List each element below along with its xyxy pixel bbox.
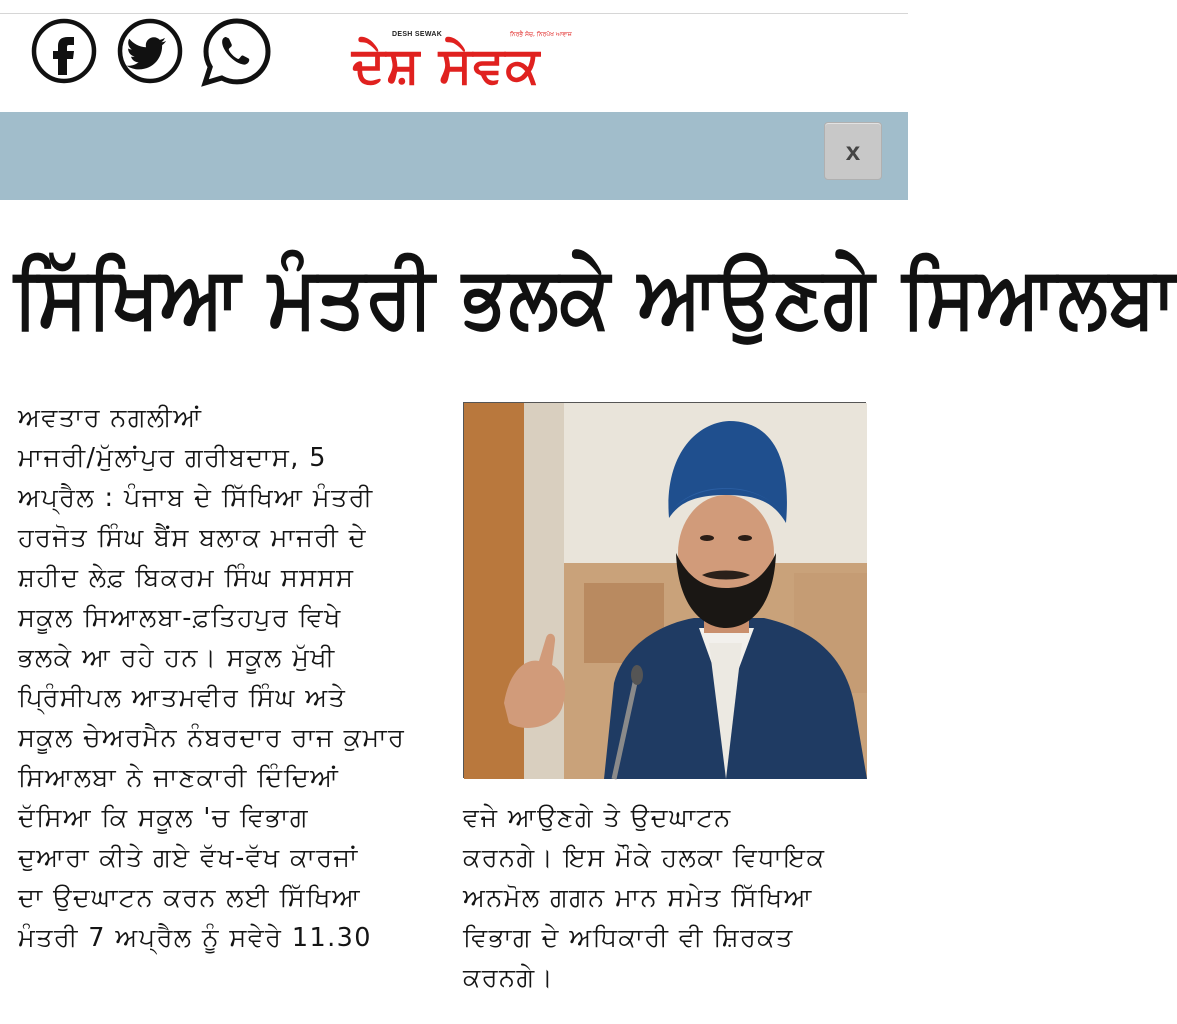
article-line: ਮੰਤਰੀ 7 ਅਪ੍ਰੈਲ ਨੂੰ ਸਵੇਰੇ 11.30 — [18, 923, 372, 953]
whatsapp-share-button[interactable] — [198, 13, 276, 91]
logo-title: ਦੇਸ਼ ਸੇਵਕ — [352, 36, 541, 94]
minister-portrait-image — [464, 403, 867, 779]
logo-english-text: DESH SEWAK — [392, 31, 443, 38]
article-line: ਪ੍ਰਿੰਸੀਪਲ ਆਤਮਵੀਰ ਸਿੰਘ ਅਤੇ — [18, 683, 347, 713]
article-column-right — [463, 798, 883, 998]
article-photo — [463, 402, 866, 778]
close-button[interactable]: x — [824, 122, 882, 180]
article-line: ਅਨਮੋਲ ਗਗਨ ਮਾਨ ਸਮੇਤ ਸਿੱਖਿਆ — [463, 883, 813, 913]
article-line: ਸਿਆਲਬਾ ਨੇ ਜਾਣਕਾਰੀ ਦਿੰਦਿਆਂ — [18, 763, 340, 793]
article-line: ਦੱਸਿਆ ਕਿ ਸਕੂਲ 'ਚ ਵਿਭਾਗ — [18, 803, 309, 833]
article-line: ਦੁਆਰਾ ਕੀਤੇ ਗਏ ਵੱਖ-ਵੱਖ ਕਾਰਜਾਂ — [18, 843, 359, 873]
article-line: ਮਾਜਰੀ/ਮੁੱਲਾਂਪੁਰ ਗਰੀਬਦਾਸ, 5 — [18, 443, 327, 473]
browser-top-strip — [0, 0, 908, 14]
article-line: ਅਪ੍ਰੈਲ : ਪੰਜਾਬ ਦੇ ਸਿੱਖਿਆ ਮੰਤਰੀ — [18, 483, 374, 513]
article-line: ਸਕੂਲ ਸਿਆਲਬਾ-ਫ਼ਤਿਹਪੁਰ ਵਿਖੇ — [18, 603, 342, 633]
article-line: ਵਜੇ ਆਉਣਗੇ ਤੇ ਉਦਘਾਟਨ — [463, 803, 732, 833]
desh-sewak-logo[interactable] — [352, 31, 584, 103]
twitter-icon — [116, 17, 184, 85]
article-line: ਦਾ ਉਦਘਾਟਨ ਕਰਨ ਲਈ ਸਿੱਖਿਆ — [18, 883, 362, 913]
facebook-share-button[interactable] — [30, 17, 98, 85]
article-line: ਸ਼ਹੀਦ ਲੇਫ਼ ਬਿਕਰਮ ਸਿੰਘ ਸਸਸਸ — [18, 563, 355, 593]
article-line: ਕਰਨਗੇ। — [463, 963, 555, 993]
article-line: ਹਰਜੋਤ ਸਿੰਘ ਬੈਂਸ ਬਲਾਕ ਮਾਜਰੀ ਦੇ — [18, 523, 367, 553]
article-headline: ਸਿੱਖਿਆ ਮੰਤਰੀ ਭਲਕੇ ਆਉਣਗੇ ਸਿਆਲਬਾ — [14, 247, 1177, 347]
article-line: ਵਿਭਾਗ ਦੇ ਅਧਿਕਾਰੀ ਵੀ ਸ਼ਿਰਕਤ — [463, 923, 794, 953]
share-bar — [0, 112, 908, 200]
twitter-share-button[interactable] — [116, 17, 184, 85]
logo-tagline: ਨਿਰਭੈ ਸੋਚ, ਨਿਰਪੱਖ ਆਵਾਜ਼ — [510, 31, 572, 38]
article-line: ਭਲਕੇ ਆ ਰਹੇ ਹਨ। ਸਕੂਲ ਮੁੱਖੀ — [18, 643, 336, 673]
whatsapp-icon — [198, 13, 276, 91]
article-column-left — [18, 398, 438, 958]
article-line: ਸਕੂਲ ਚੇਅਰਮੈਨ ਨੰਬਰਦਾਰ ਰਾਜ ਕੁਮਾਰ — [18, 723, 406, 753]
article-byline: ਅਵਤਾਰ ਨਗਲੀਆਂ — [18, 403, 203, 433]
facebook-icon — [30, 17, 98, 85]
article-line: ਕਰਨਗੇ। ਇਸ ਮੌਕੇ ਹਲਕਾ ਵਿਧਾਇਕ — [463, 843, 826, 873]
